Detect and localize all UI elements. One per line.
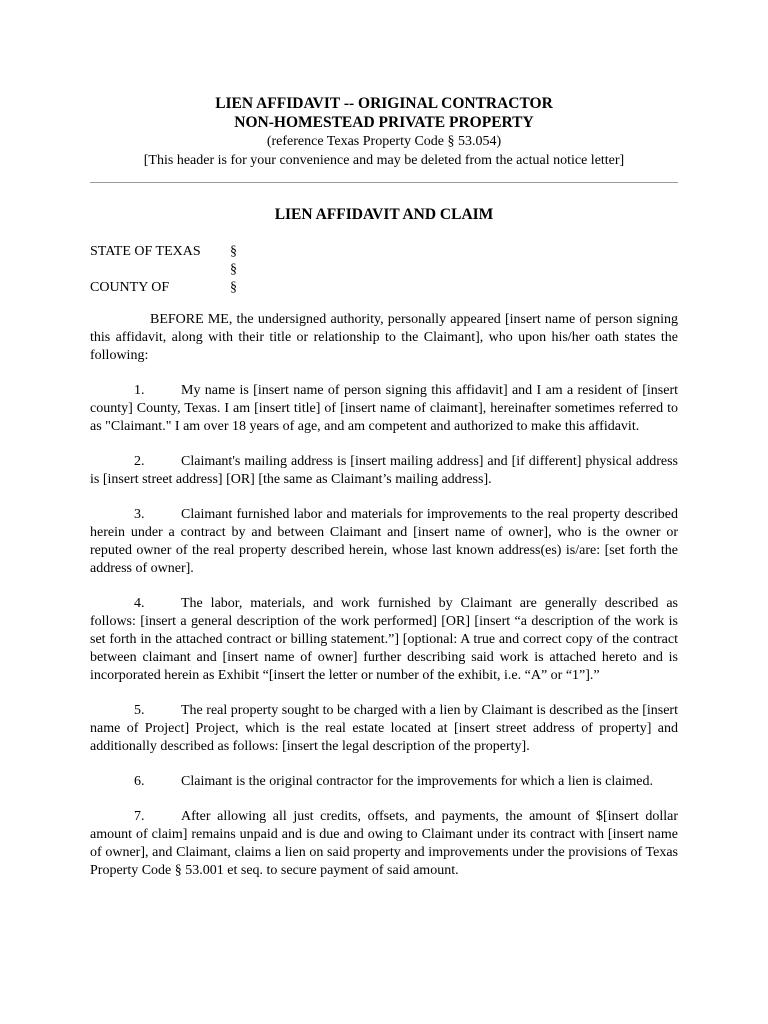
paragraph-1 [90, 382, 678, 436]
paragraph-number: 1. [134, 383, 145, 398]
intro-text: BEFORE ME, the undersigned authority, personally appeared [insert name of person signing this affidavit, along with their title or relationship to the Claimant], who upon his/her oath states the following: [90, 312, 678, 363]
paragraph-7 [90, 808, 678, 880]
intro-paragraph [90, 311, 678, 365]
paragraph-text: My name is [insert name of person signing this affidavit] and I am a resident of [insert county] County, Texas. I am [insert title] of [insert name of claimant], hereinafter sometimes referred to as "Claimant." I am over 18 years of age, and am competent and authorized to make this affidavit. [90, 383, 678, 434]
paragraph-3 [90, 506, 678, 578]
document-title: LIEN AFFIDAVIT AND CLAIM [274, 206, 494, 223]
header-title-line-1: LIEN AFFIDAVIT -- ORIGINAL CONTRACTOR [215, 95, 553, 112]
caption-row-blank [90, 261, 250, 279]
paragraph-text: Claimant is the original contractor for the improvements for which a lien is claimed. [181, 774, 653, 789]
caption-row-state [90, 243, 250, 261]
venue-caption [90, 243, 250, 297]
section-symbol: § [230, 280, 237, 295]
paragraph-6 [90, 773, 678, 791]
section-symbol: § [230, 262, 237, 277]
header-note: [This header is for your convenience and may be deleted from the actual notice letter] [143, 153, 625, 168]
affidavit-body [90, 311, 678, 897]
paragraph-number: 3. [134, 507, 145, 522]
state-label: STATE OF TEXAS [90, 244, 201, 259]
paragraph-text: The real property sought to be charged with a lien by Claimant is described as the [insert name of Project] Project, which is the real estate located at [insert street address of property] and additionally described as follows: [insert the legal description of the property]. [90, 703, 678, 754]
header-divider [90, 182, 678, 183]
header-title-line-2: NON-HOMESTEAD PRIVATE PROPERTY [234, 114, 534, 131]
paragraph-text: After allowing all just credits, offsets, and payments, the amount of $[insert dollar amount of claim] remains unpaid and is due and owing to Claimant under its contract with [insert name of owner], and Claimant, claims a lien on said property and improvements under the provisions of Texas Property Code § 53.001 et seq. to secure payment of said amount. [90, 809, 678, 878]
caption-row-county [90, 279, 250, 297]
paragraph-text: Claimant furnished labor and materials for improvements to the real property described herein under a contract by and between Claimant and [insert name of owner], who is the owner or reputed owner of the real property described herein, whose last known address(es) is/are: [set forth the address of owner]. [90, 507, 678, 576]
county-label: COUNTY OF [90, 280, 170, 295]
paragraph-number: 6. [134, 774, 145, 789]
paragraph-2 [90, 453, 678, 489]
paragraph-number: 4. [134, 596, 145, 611]
paragraph-number: 5. [134, 703, 145, 718]
notice-header [90, 94, 678, 170]
paragraph-number: 2. [134, 454, 145, 469]
paragraph-text: Claimant's mailing address is [insert mailing address] and [if different] physical address is [insert street address] [OR] [the same as Claimant’s mailing address]. [90, 454, 678, 487]
paragraph-5 [90, 702, 678, 756]
paragraph-4 [90, 595, 678, 685]
paragraph-number: 7. [134, 809, 145, 824]
section-symbol: § [230, 244, 237, 259]
paragraph-text: The labor, materials, and work furnished by Claimant are generally described as follows: [insert a general description of the work performed] [OR] [insert “a description of the work is set forth in the attached contract or billing statement.”] [optional: A true and correct copy of the contract between claimant and [insert name of owner] further describing said work is attached hereto and is incorporated herein as Exhibit “[insert the letter or number of the exhibit, i.e. “A” or “1”].” [90, 596, 678, 683]
header-reference: (reference Texas Property Code § 53.054) [266, 134, 502, 149]
